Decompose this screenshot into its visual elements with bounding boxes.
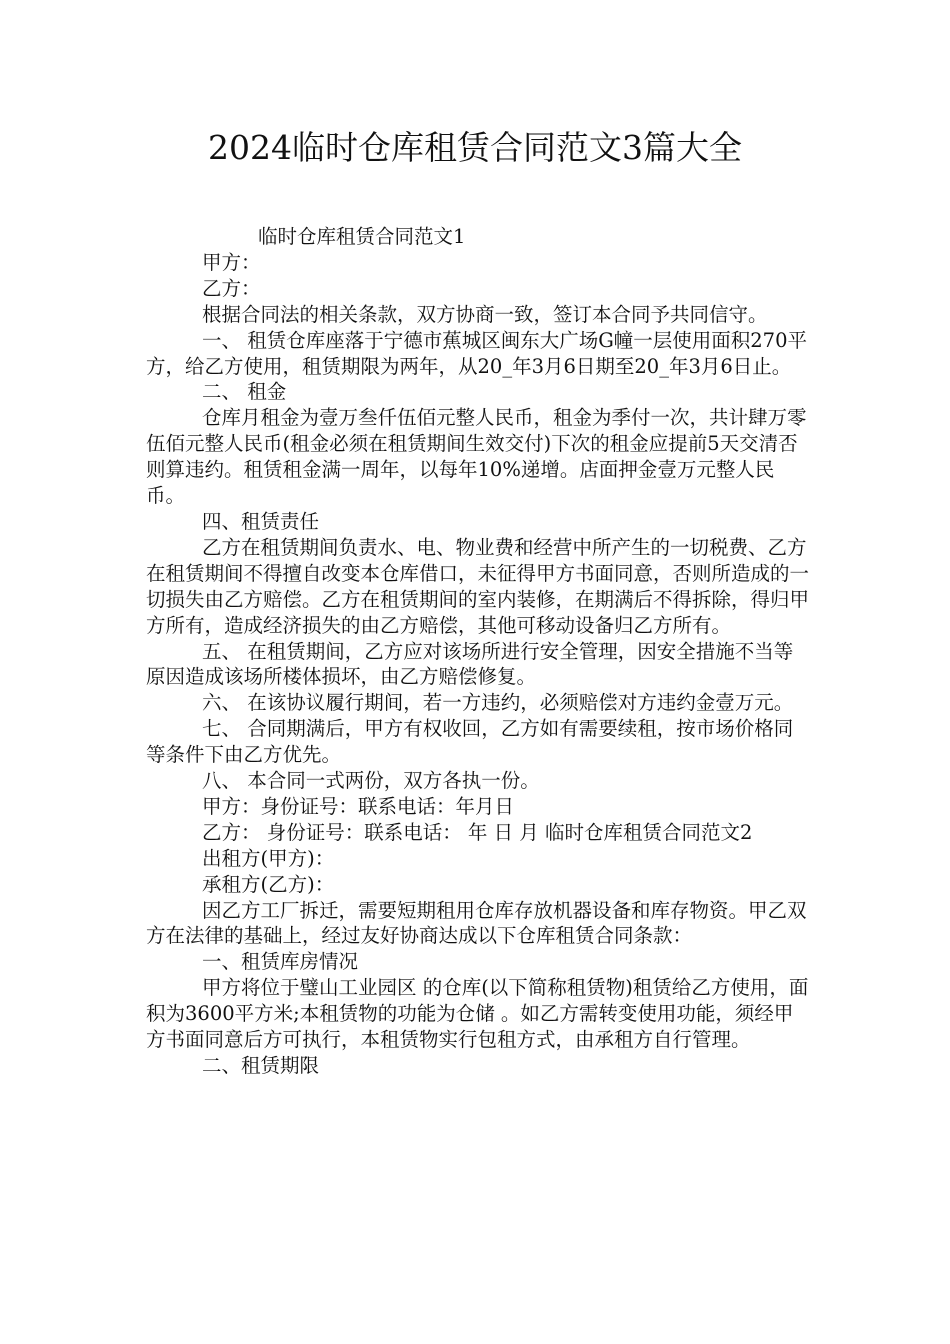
- document-title: 2024临时仓库租赁合同范文3篇大全: [208, 128, 742, 167]
- document-body: [146, 224, 811, 1079]
- paragraph: 乙方： 身份证号：联系电话： 年 日 月 临时仓库租赁合同范文2: [202, 820, 753, 844]
- section-heading: 临时仓库租赁合同范文1: [258, 225, 466, 248]
- paragraph: 四、租赁责任: [202, 509, 320, 533]
- paragraph: 一、 租赁仓库座落于宁德市蕉城区闽东大广场G幢一层使用面积270平方，给乙方使用，租赁期限为两年，从20_年3月6日期至20_年3月6日止。: [146, 328, 807, 378]
- paragraph: 八、 本合同一式两份，双方各执一份。: [202, 769, 540, 793]
- paragraph: 一、租赁库房情况: [202, 950, 359, 974]
- paragraph: 六、 在该协议履行期间，若一方违约，必须赔偿对方违约金壹万元。: [202, 691, 794, 715]
- paragraph: 二、 租金: [202, 380, 287, 404]
- paragraph: 根据合同法的相关条款，双方协商一致，签订本合同予共同信守。: [202, 302, 768, 326]
- paragraph: 甲方：身份证号：联系电话：年月日: [202, 794, 515, 818]
- paragraph: 仓库月租金为壹万叁仟伍佰元整人民币，租金为季付一次，共计肆万零伍佰元整人民币(租金必须在租赁期间生效交付)下次的租金应提前5天交清否则算违约。租赁租金满一周年，以每年10%递增。店面押金壹万元整人民币。: [146, 406, 807, 508]
- paragraph: 五、 在租赁期间，乙方应对该场所进行安全管理，因安全措施不当等原因造成该场所楼体损坏，由乙方赔偿修复。: [146, 639, 794, 689]
- paragraph: 承租方(乙方)：: [202, 872, 335, 896]
- paragraph: 乙方：: [202, 276, 261, 300]
- paragraph: 七、 合同期满后，甲方有权收回，乙方如有需要续租，按市场价格同等条件下由乙方优先。: [146, 717, 794, 767]
- paragraph: 甲方将位于璧山工业园区 的仓库(以下简称租赁物)租赁给乙方使用，面积为3600平方米;本租赁物的功能为仓储 。如乙方需转变使用功能，须经甲方书面同意后方可执行，本租赁物实行包租方式，由承租方自行管理。: [146, 976, 809, 1052]
- paragraph: 二、租赁期限: [202, 1054, 320, 1077]
- paragraph: 乙方在租赁期间负责水、电、物业费和经营中所产生的一切税费、乙方在租赁期间不得擅自改变本仓库借口，未征得甲方书面同意，否则所造成的一切损失由乙方赔偿。乙方在租赁期间的室内装修，在期满后不得拆除，得归甲方所有，造成经济损失的由乙方赔偿，其他可移动设备归乙方所有。: [146, 535, 810, 637]
- paragraph: 因乙方工厂拆迁，需要短期租用仓库存放机器设备和库存物资。甲乙双方在法律的基础上，经过友好协商达成以下仓库租赁合同条款：: [146, 898, 807, 948]
- paragraph: 出租方(甲方)：: [202, 846, 335, 870]
- paragraph: 甲方：: [202, 250, 261, 274]
